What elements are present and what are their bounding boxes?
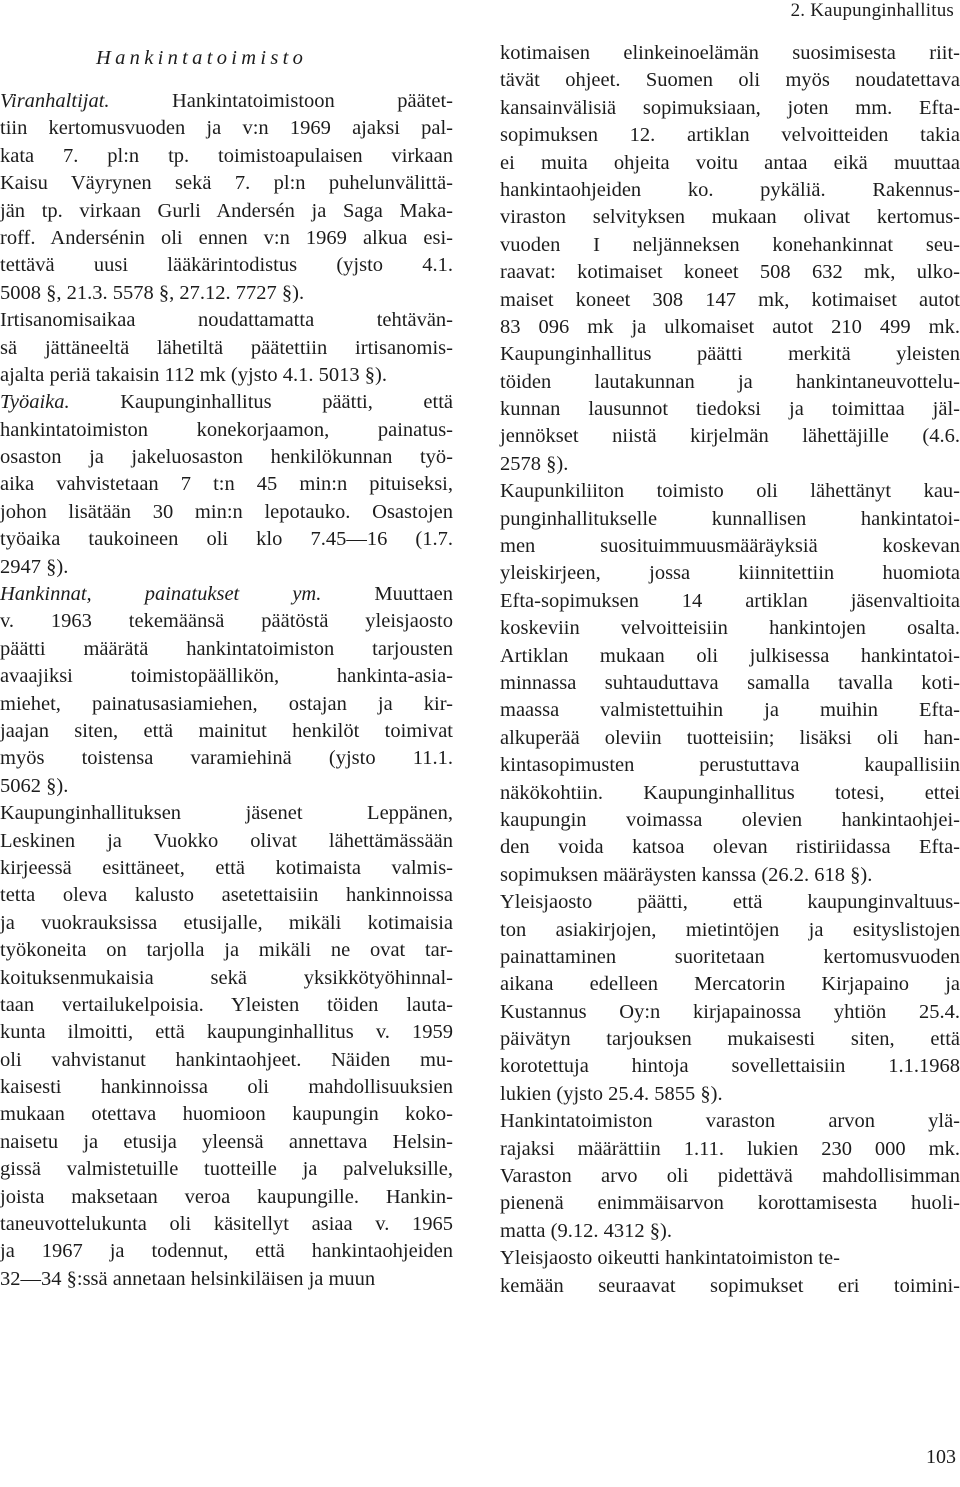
text-line: korotettuja hintoja sovellettaisiin 1.1.1968 bbox=[500, 1055, 960, 1078]
text-line: kirjeessä esittäneet, että kotimaista valmis- bbox=[0, 856, 453, 879]
text-line: aikana edelleen Mercatorin Kirjapaino ja bbox=[500, 973, 960, 996]
left-column bbox=[0, 40, 453, 1293]
text-line: päivätyn tarjouksen mukaisesti siten, että bbox=[500, 1028, 960, 1051]
text-line: taan vertailukelpoisia. Yleisten töiden lauta- bbox=[0, 993, 453, 1016]
text-line: kaupungin voimassa olevien hankintaohjei- bbox=[500, 808, 960, 831]
text-line: maiset koneet 308 147 mk, kotimaiset autot bbox=[500, 288, 960, 311]
text-line: gissä valmistetuille tuotteille ja palveluksille, bbox=[0, 1158, 453, 1181]
text-line: oli vahvistanut hankintaohjeet. Näiden mu- bbox=[0, 1048, 453, 1071]
text-line bbox=[0, 88, 453, 115]
text-line: taneuvottelukunta oli käsitellyt asiaa v. 1965 bbox=[0, 1213, 453, 1236]
text-line: vuoden I neljänneksen konehankinnat seu- bbox=[500, 233, 960, 256]
text-line: Kaisu Väyrynen sekä 7. pl:n puhelunvälittä- bbox=[0, 172, 453, 195]
text-line: tiin kertomusvuoden ja v:n 1969 ajaksi pal- bbox=[0, 117, 453, 140]
text-line: jennökset niistä kirjelmän lähettäjille (4.6. bbox=[500, 425, 960, 448]
text-line: Irtisanomisaikaa noudattamatta tehtävän- bbox=[0, 309, 453, 332]
text-line: hankintatoimiston konekorjaamon, painatus- bbox=[0, 418, 453, 441]
text-line: kunta ilmoitti, että kaupunginhallitus v. 1959 bbox=[0, 1021, 453, 1044]
text-line: ton asiakirjojen, mietintöjen ja esityslistojen bbox=[500, 918, 960, 941]
text-line: Kaupunkiliiton toimisto oli lähettänyt kau- bbox=[500, 480, 960, 503]
text-line: miehet, painatusasiamiehen, ostajan ja kir- bbox=[0, 692, 453, 715]
run-in-heading: Hankinnat, painatukset ym. bbox=[0, 583, 322, 606]
section-title: Hankintatoimisto bbox=[96, 47, 308, 69]
text-line: raavat: kotimaiset koneet 508 632 mk, ulko- bbox=[500, 261, 960, 284]
text-line: sopimuksen 12. artiklan velvoitteiden takia bbox=[500, 124, 960, 147]
text-line: 2947 §). bbox=[0, 555, 69, 578]
text-line: aika vahvistetaan 7 t:n 45 min:n pituiseksi, bbox=[0, 473, 453, 496]
text-line: osaston ja jakeluosaston henkilökunnan työ- bbox=[0, 446, 453, 469]
text-line: sopimuksen määräysten kanssa (26.2. 618 §). bbox=[500, 863, 873, 886]
text-line: Kustannus Oy:n kirjapainossa yhtiön 25.4. bbox=[500, 1000, 960, 1023]
text-run: Hankintatoimistoon päätet- bbox=[109, 90, 453, 112]
text-line: sä jättäneeltä lähetiltä päätettiin irtisanomis- bbox=[0, 336, 453, 359]
text-line: ajalta periä takaisin 112 mk (yjsto 4.1. 5013 §). bbox=[0, 363, 387, 386]
text-line: kotimaisen elinkeinoelämän suosimisesta riit- bbox=[500, 42, 960, 64]
text-line: Efta-sopimuksen 14 artiklan jäsenvaltioita bbox=[500, 589, 960, 612]
text-line: pienenä enimmäisarvon korottamisesta huoli- bbox=[500, 1192, 960, 1215]
text-line: ja 1967 ja todennut, että hankintaohjeiden bbox=[0, 1240, 453, 1263]
text-run: Kaupunginhallitus päätti, että bbox=[69, 391, 453, 414]
text-line: matta (9.12. 4312 §). bbox=[500, 1219, 672, 1242]
text-line: Yleisjaosto päätti, että kaupunginvaltuus- bbox=[500, 891, 960, 914]
text-line: ei muita ohjeita voitu antaa eikä muuttaa bbox=[500, 151, 960, 174]
text-line: 83 096 mk ja ulkomaiset autot 210 499 mk. bbox=[500, 315, 960, 338]
text-line: yleiskirjeen, jossa kiinnitettiin huomiota bbox=[500, 562, 960, 585]
text-line: kata 7. pl:n tp. toimistoapulaisen virkaan bbox=[0, 144, 453, 167]
text-line: kunnan lausunnot tiedoksi ja toimittaa jäl- bbox=[500, 398, 960, 421]
text-line: näkökohtiin. Kaupunginhallitus totesi, ettei bbox=[500, 781, 960, 804]
text-line: punginhallitukselle kunnallisen hankintatoi- bbox=[500, 507, 960, 530]
running-header: 2. Kaupunginhallitus bbox=[790, 0, 954, 21]
text-line: Kaupunginhallituksen jäsenet Leppänen, bbox=[0, 802, 453, 825]
text-run: Muuttaen bbox=[321, 583, 453, 606]
text-line: myös toistensa varamiehinä (yjsto 11.1. bbox=[0, 747, 453, 770]
text-line: tetta oleva kalusto asetettaisiin hankinnoissa bbox=[0, 884, 453, 907]
text-line: lukien (yjsto 25.4. 5855 §). bbox=[500, 1082, 723, 1105]
text-line bbox=[0, 389, 453, 416]
text-line: Yleisjaosto oikeutti hankintatoimiston te- bbox=[500, 1247, 840, 1270]
text-line: tävät ohjeet. Suomen oli myös noudatettava bbox=[500, 69, 960, 92]
right-text-lines bbox=[500, 40, 960, 1300]
text-line: päätti määrätä hankintatoimiston tarjousten bbox=[0, 637, 453, 660]
text-line: kansainvälisiä sopimuksiaan, joten mm. Efta- bbox=[500, 96, 960, 119]
text-line: Hankintatoimiston varaston arvon ylä- bbox=[500, 1110, 960, 1133]
text-line: 2578 §). bbox=[500, 452, 569, 475]
text-line: hankintaohjeiden ko. pykäliä. Rakennus- bbox=[500, 178, 960, 201]
text-line: ja vuokrauksissa etusijalle, mikäli kotimaisia bbox=[0, 911, 453, 934]
text-line: minnassa suhtauduttava samalla tavalla koti- bbox=[500, 671, 960, 694]
text-line: tettävä uusi lääkärintodistus (yjsto 4.1. bbox=[0, 254, 453, 277]
text-line: Varaston arvo oli pidettävä mahdollisimman bbox=[500, 1165, 960, 1188]
text-line: maassa valmistettuihin ja muihin Efta- bbox=[500, 699, 960, 722]
run-in-heading: Viranhaltijat. bbox=[0, 90, 110, 112]
text-line: den voida katsoa olevan ristiriidassa Efta- bbox=[500, 836, 960, 859]
text-line: naisetu ja etusija yleensä annettava Helsin- bbox=[0, 1130, 453, 1153]
text-line: kemään seuraavat sopimukset eri toimini- bbox=[500, 1274, 960, 1297]
text-line: rajaksi määrättiin 1.11. lukien 230 000 mk. bbox=[500, 1137, 960, 1160]
text-line: jaajan siten, että mainitut henkilöt toimivat bbox=[0, 719, 453, 742]
text-line: töiden lautakunnan ja hankintaneuvottelu- bbox=[500, 370, 960, 393]
text-line: työaika taukoineen oli klo 7.45—16 (1.7. bbox=[0, 528, 453, 551]
text-line: viraston selvityksen mukaan olivat kertomus- bbox=[500, 206, 960, 229]
text-line: koskeviin velvoitteisiin hankintojen osalta. bbox=[500, 617, 960, 640]
text-line: avaajiksi toimistopäällikön, hankinta-asia- bbox=[0, 665, 453, 688]
text-line: alkuperää oleviin tuotteisiin; lisäksi oli han- bbox=[500, 726, 960, 749]
text-line: 5062 §). bbox=[0, 774, 69, 797]
text-line: jän tp. virkaan Gurli Andersén ja Saga Maka- bbox=[0, 199, 453, 222]
text-line: v. 1963 tekemäänsä päätöstä yleisjaosto bbox=[0, 610, 453, 633]
text-line: työkoneita on tarjolla ja mikäli ne ovat tar- bbox=[0, 939, 453, 962]
text-line: Leskinen ja Vuokko olivat lähettämässään bbox=[0, 829, 453, 852]
page-number: 103 bbox=[926, 1446, 956, 1468]
text-line: roff. Andersénin oli ennen v:n 1969 alkua esi- bbox=[0, 226, 453, 249]
text-line: Kaupunginhallitus päätti merkitä yleisten bbox=[500, 343, 960, 366]
run-in-heading: Työaika. bbox=[0, 391, 70, 414]
text-line: 32—34 §:ssä annetaan helsinkiläisen ja muun bbox=[0, 1267, 376, 1290]
text-line: johon lisätään 30 min:n lepotauko. Osastojen bbox=[0, 500, 453, 523]
text-line: mukaan otettava huomioon kaupungin koko- bbox=[0, 1103, 453, 1126]
text-line: men suosituimmuusmääräyksiä koskevan bbox=[500, 535, 960, 558]
text-line: 5008 §, 21.3. 5578 §, 27.12. 7727 §). bbox=[0, 281, 305, 304]
text-line: painattaminen suoritetaan kertomusvuoden bbox=[500, 945, 960, 968]
text-line: kaisesti hankinnoissa oli mahdollisuuksien bbox=[0, 1076, 453, 1099]
text-line: koituksenmukaisia sekä yksikkötyöhinnal- bbox=[0, 966, 453, 989]
left-text-lines bbox=[0, 88, 453, 1293]
text-line bbox=[0, 581, 453, 608]
text-line: kintasopimusten perustuttava kaupallisiin bbox=[500, 754, 960, 777]
text-line: Artiklan mukaan oli julkisessa hankintatoi- bbox=[500, 644, 960, 667]
right-column bbox=[500, 40, 960, 1300]
text-line: joista maksetaan veroa kaupungille. Hankin- bbox=[0, 1185, 453, 1208]
